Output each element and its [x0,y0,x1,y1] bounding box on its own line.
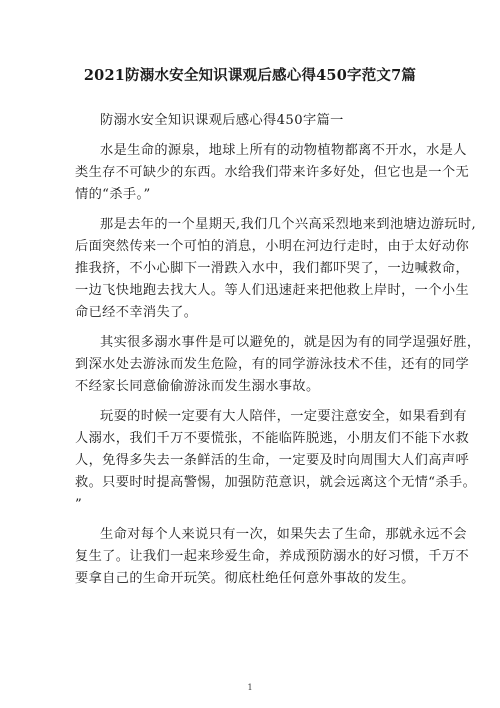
paragraph-line: 人，免得多失去一条鲜活的生命，一定要及时向周围大人们高声呼 [75,453,470,468]
paragraph-line: 要拿自己的生命开玩笑。彻底杜绝任何意外事故的发生。 [75,571,415,586]
paragraph-line: 水是生命的源泉，地球上所有的动物植物都离不开水，水是人 [100,143,467,158]
paragraph-5 [75,524,470,590]
paragraph-line: 类生存不可缺少的东西。水给我们带来许多好处，但它也是一个无 [75,165,470,180]
paragraph-2 [75,214,477,324]
paragraph-line: 玩耍的时候一定要有大人陪伴，一定要注意安全，如果看到有 [100,409,467,424]
spacer [100,516,410,524]
paragraph-1 [75,140,470,206]
paragraph-line: 其实很多溺水事件是可以避免的，就是因为有的同学逞强好胜， [100,335,481,350]
paragraph-line: 情的“杀手。” [75,187,151,202]
paragraph-line: 到深水处去游泳而发生危险，有的同学游泳技术不佳，还有的同学 [75,357,470,372]
paragraph-line: 后面突然传来一个可怕的消息，小明在河边行走时，由于太好动你 [75,239,470,254]
paragraph-3 [75,332,481,398]
spacer [100,398,410,406]
paragraph-line: 推我挤，不小心脚下一滑跌入水中，我们都吓哭了，一边喊救命， [75,261,470,276]
paragraph-line: 那是去年的一个星期天,我们几个兴高采烈地来到池塘边游玩时, [100,217,477,232]
paragraph-line: 人溺水，我们千万不要慌张，不能临阵脱逃，小朋友们不能下水救 [75,431,470,446]
spacer [100,324,410,332]
paragraph-line: 命已经不幸消失了。 [75,305,198,320]
paragraph-4 [75,406,477,516]
paragraph-line: 一边飞快地跑去找大人。等人们迅速赶来把他救上岸时，一个小生 [75,283,470,298]
paragraph-line: 复生了。让我们一起来珍爱生命，养成预防溺水的好习惯，千万不 [75,549,470,564]
document-body [75,110,481,590]
spacer [100,206,410,214]
paragraph-line: 生命对每个人来说只有一次，如果失去了生命，那就永远不会 [100,527,467,542]
document-title: 2021防溺水安全知识课观后感心得450字范文7篇 [83,67,417,84]
paragraph-line: 救。只要时时提高警惕，加强防范意识，就会远离这个无情“杀手。 [75,475,477,490]
page-number: 1 [247,683,253,692]
spacer [100,132,410,140]
paragraph-line: 不经家长同意偷偷游泳而发生溺水事故。 [75,379,320,394]
section-subtitle: 防溺水安全知识课观后感心得450字篇一 [100,113,344,128]
paragraph-line: ” [75,497,83,512]
